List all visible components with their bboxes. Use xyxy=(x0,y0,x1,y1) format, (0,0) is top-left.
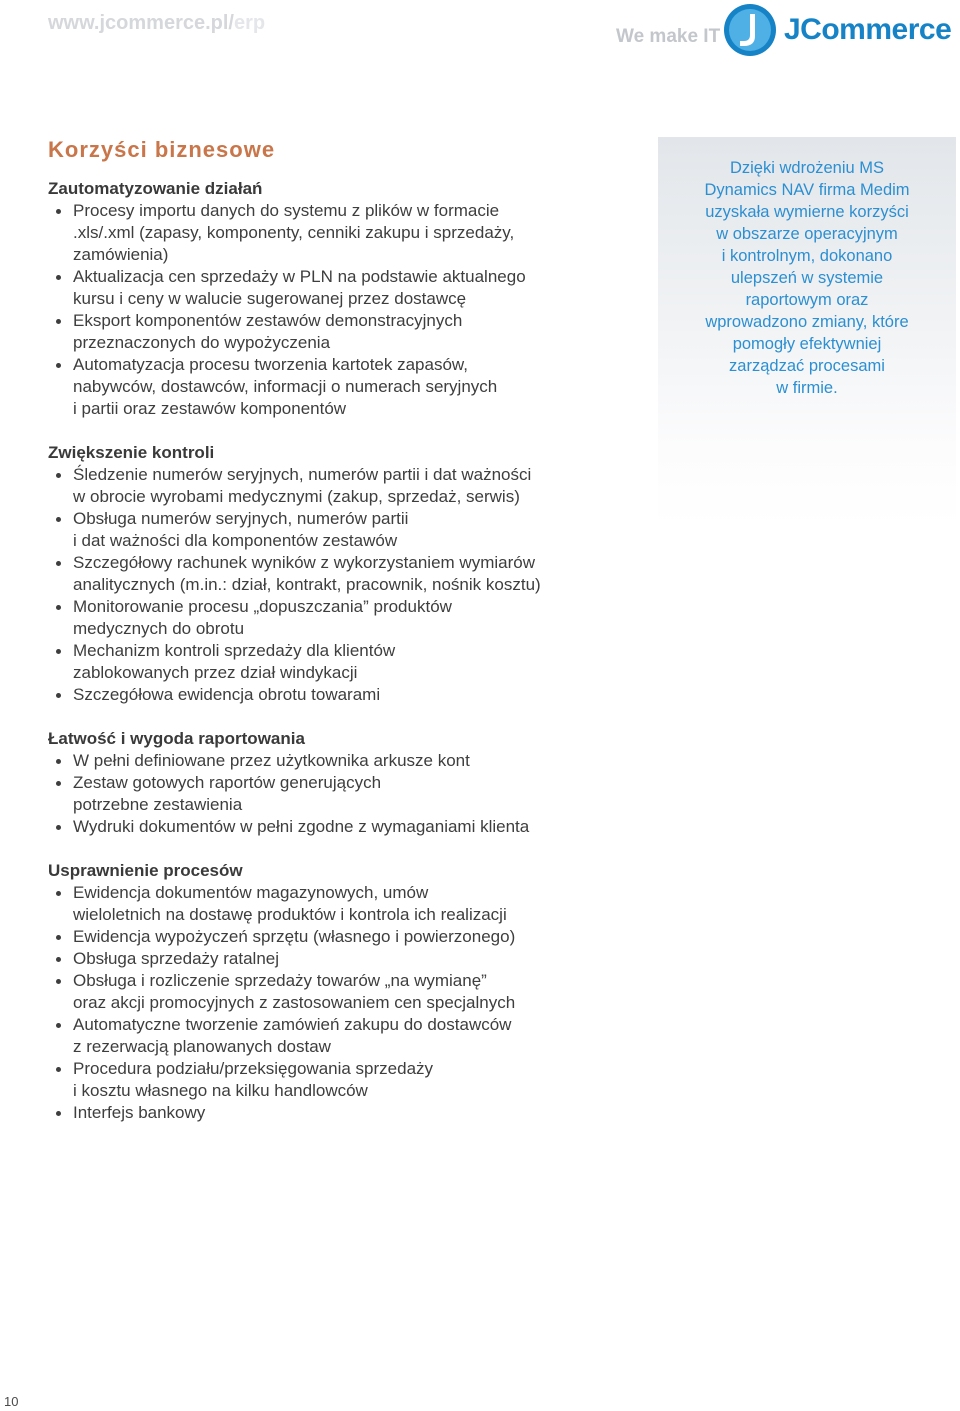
list-item xyxy=(48,310,638,354)
bullet-icon xyxy=(56,605,61,610)
list-item-line: Obsługa sprzedaży ratalnej xyxy=(73,949,280,968)
sidebar-line: raportowym oraz xyxy=(745,291,869,309)
bullet-icon xyxy=(56,1067,61,1072)
benefit-list xyxy=(48,464,638,706)
list-item-line: zablokowanych przez dział windykacji xyxy=(73,663,358,682)
list-item xyxy=(48,1014,638,1058)
list-item-line: Automatyczne tworzenie zamówień zakupu do dostawców xyxy=(73,1015,512,1034)
list-item-line: Procedura podziału/przeksięgowania sprzedaży xyxy=(73,1059,434,1078)
list-item-line: W pełni definiowane przez użytkownika arkusze kont xyxy=(73,751,470,770)
list-item-line: Zestaw gotowych raportów generujących xyxy=(73,773,382,792)
group-title: Usprawnienie procesów xyxy=(48,861,243,880)
list-item-line: Ewidencja dokumentów magazynowych, umów xyxy=(73,883,429,902)
list-item xyxy=(48,750,638,772)
bullet-icon xyxy=(56,935,61,940)
jcommerce-logo xyxy=(722,2,951,58)
list-item-line: medycznych do obrotu xyxy=(73,619,245,638)
group-title: Zautomatyzowanie działań xyxy=(48,179,263,198)
list-item-line: Wydruki dokumentów w pełni zgodne z wymaganiami klienta xyxy=(73,817,530,836)
list-item-line: Automatyzacja procesu tworzenia kartotek zapasów, xyxy=(73,355,468,374)
header-url-main: www.jcommerce.pl/ xyxy=(48,12,234,34)
list-item-line: Mechanizm kontroli sprzedaży dla klientów xyxy=(73,641,396,660)
sidebar-line: pomogły efektywniej xyxy=(732,335,882,353)
list-item-line: potrzebne zestawienia xyxy=(73,795,243,814)
list-item xyxy=(48,970,638,1014)
bullet-icon xyxy=(56,957,61,962)
sidebar-box xyxy=(658,137,956,527)
sidebar-line: zarządzać procesami xyxy=(729,357,885,375)
bullet-icon xyxy=(56,693,61,698)
list-item-line: przeznaczonych do wypożyczenia xyxy=(73,333,331,352)
group-title: Łatwość i wygoda raportowania xyxy=(48,729,305,748)
sidebar-line: w obszarze operacyjnym xyxy=(716,225,898,243)
header-slogan: We make IT xyxy=(616,26,721,47)
benefit-group xyxy=(48,178,638,420)
list-item xyxy=(48,926,638,948)
list-item xyxy=(48,1058,638,1102)
list-item xyxy=(48,596,638,640)
group-title: Zwiększenie kontroli xyxy=(48,443,215,462)
bullet-icon xyxy=(56,649,61,654)
list-item-line: Aktualizacja cen sprzedaży w PLN na podstawie aktualnego xyxy=(73,267,526,286)
list-item-line: w obrocie wyrobami medycznymi (zakup, sprzedaż, serwis) xyxy=(73,487,520,506)
page-number: 10 xyxy=(4,1394,19,1409)
sidebar-line: Dynamics NAV firma Medim xyxy=(704,181,910,199)
list-item-line: zamówienia) xyxy=(73,245,169,264)
sidebar-line: i kontrolnym, dokonano xyxy=(721,247,893,265)
list-item-line: Szczegółowa ewidencja obrotu towarami xyxy=(73,685,381,704)
bullet-icon xyxy=(56,1111,61,1116)
list-item xyxy=(48,640,638,684)
list-item xyxy=(48,464,638,508)
list-item-line: .xls/.xml (zapasy, komponenty, cenniki zakupu i sprzedaży, xyxy=(73,223,515,242)
sidebar-text xyxy=(658,157,956,399)
benefit-list xyxy=(48,200,638,420)
list-item-line: Obsługa numerów seryjnych, numerów partii xyxy=(73,509,409,528)
list-item-line: Szczegółowy rachunek wyników z wykorzystaniem wymiarów xyxy=(73,553,535,572)
list-item xyxy=(48,816,638,838)
list-item-line: i partii oraz zestawów komponentów xyxy=(73,399,347,418)
sidebar-line: w firmie. xyxy=(776,379,838,397)
list-item xyxy=(48,508,638,552)
list-item xyxy=(48,552,638,596)
list-item-line: i kosztu własnego na kilku handlowców xyxy=(73,1081,368,1100)
list-item-line: Monitorowanie procesu „dopuszczania” produktów xyxy=(73,597,452,616)
benefit-group xyxy=(48,860,638,1124)
bullet-icon xyxy=(56,759,61,764)
section-title: Korzyści biznesowe xyxy=(48,137,276,162)
jcommerce-logo-icon xyxy=(722,2,778,58)
bullet-icon xyxy=(56,209,61,214)
benefit-group xyxy=(48,442,638,706)
list-item xyxy=(48,948,638,970)
benefit-list xyxy=(48,882,638,1124)
list-item-line: oraz akcji promocyjnych z zastosowaniem cen specjalnych xyxy=(73,993,516,1012)
sidebar-line: uzyskała wymierne korzyści xyxy=(705,203,909,221)
list-item-line: Śledzenie numerów seryjnych, numerów partii i dat ważności xyxy=(73,465,532,484)
list-item xyxy=(48,882,638,926)
bullet-icon xyxy=(56,781,61,786)
bullet-icon xyxy=(56,561,61,566)
list-item-line: nabywców, dostawców, informacji o numerach seryjnych xyxy=(73,377,498,396)
list-item xyxy=(48,354,638,420)
list-item-line: Obsługa i rozliczenie sprzedaży towarów „na wymianę” xyxy=(73,971,487,990)
list-item xyxy=(48,772,638,816)
list-item xyxy=(48,200,638,266)
list-item-line: i dat ważności dla komponentów zestawów xyxy=(73,531,398,550)
bullet-icon xyxy=(56,319,61,324)
logo-text: JCommerce xyxy=(784,13,952,46)
bullet-icon xyxy=(56,275,61,280)
list-item-line: kursu i ceny w walucie sugerowanej przez dostawcę xyxy=(73,289,467,308)
benefit-list xyxy=(48,750,638,838)
header-url[interactable] xyxy=(48,12,265,35)
list-item xyxy=(48,1102,638,1124)
bullet-icon xyxy=(56,1023,61,1028)
bullet-icon xyxy=(56,979,61,984)
bullet-icon xyxy=(56,473,61,478)
list-item-line: Ewidencja wypożyczeń sprzętu (własnego i powierzonego) xyxy=(73,927,516,946)
benefits-content xyxy=(48,178,638,1146)
list-item-line: wieloletnich na dostawę produktów i kontrola ich realizacji xyxy=(73,905,507,924)
header-url-highlight: erp xyxy=(234,12,266,34)
sidebar-line: wprowadzono zmiany, które xyxy=(705,313,909,331)
list-item-line: Procesy importu danych do systemu z plików w formacie xyxy=(73,201,500,220)
list-item xyxy=(48,684,638,706)
bullet-icon xyxy=(56,517,61,522)
bullet-icon xyxy=(56,891,61,896)
bullet-icon xyxy=(56,825,61,830)
list-item-line: Eksport komponentów zestawów demonstracyjnych xyxy=(73,311,463,330)
list-item-line: Interfejs bankowy xyxy=(73,1103,206,1122)
list-item xyxy=(48,266,638,310)
sidebar-line: Dzięki wdrożeniu MS xyxy=(729,159,885,177)
benefit-group xyxy=(48,728,638,838)
sidebar-line: ulepszeń w systemie xyxy=(730,269,884,287)
bullet-icon xyxy=(56,363,61,368)
list-item-line: analitycznych (m.in.: dział, kontrakt, pracownik, nośnik kosztu) xyxy=(73,575,541,594)
list-item-line: z rezerwacją planowanych dostaw xyxy=(73,1037,331,1056)
